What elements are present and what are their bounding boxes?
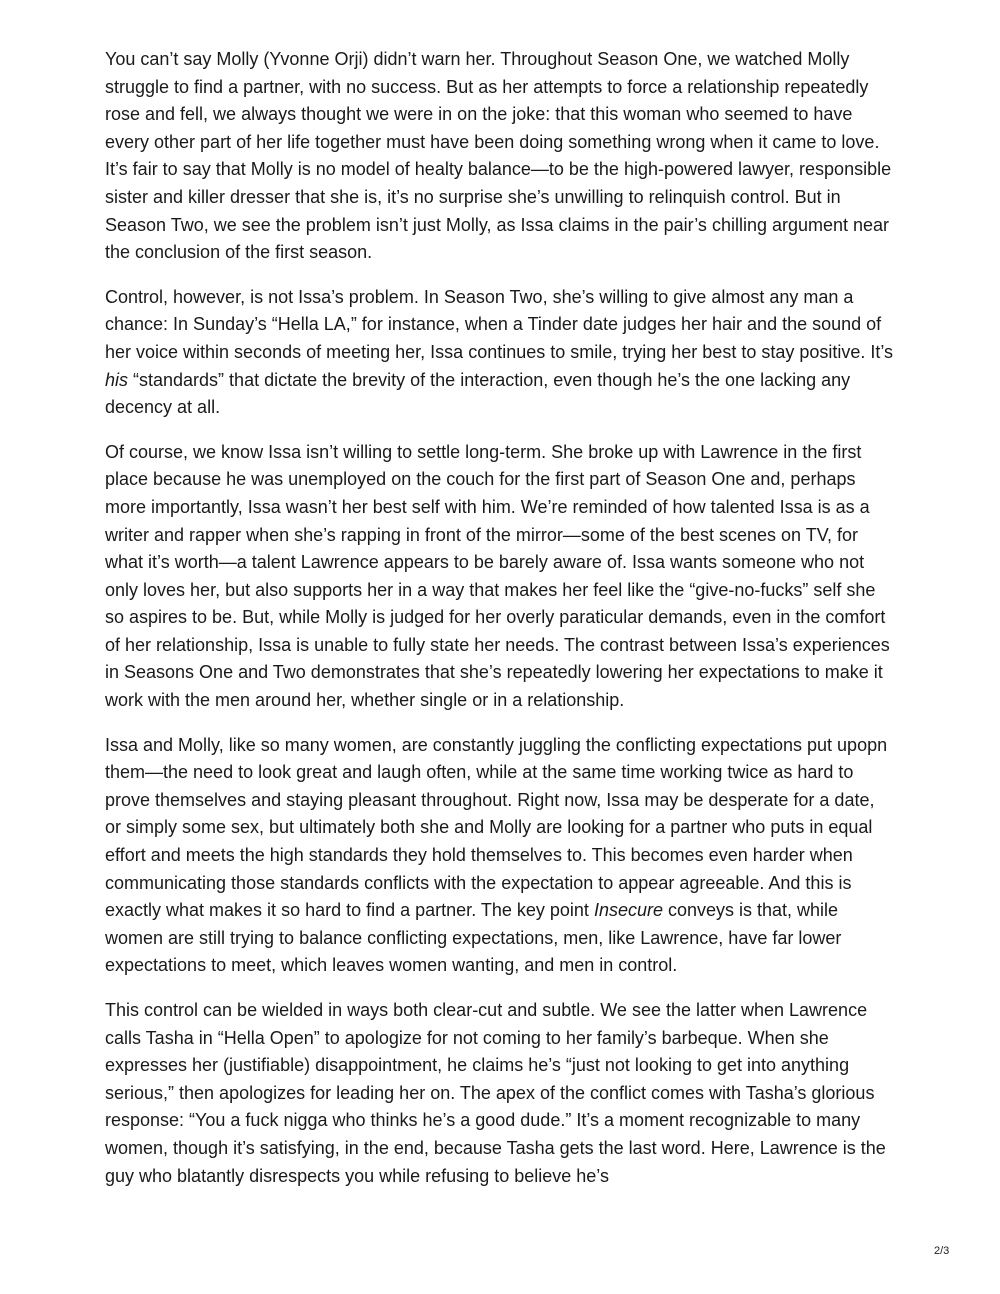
article-body (105, 46, 895, 1207)
paragraph-4 (105, 732, 895, 980)
paragraph-3: Of course, we know Issa isn’t willing to settle long-term. She broke up with Lawrence in the first place because he was unemployed on the couch for the first part of Season One and, perhaps more importantly, Issa wasn’t her best self with him. We’re reminded of how talented Issa is as a writer and rapper when she’s rapping in front of the mirror—some of the best scenes on TV, for what it’s worth—a talent Lawrence appears to be barely aware of. Issa wants someone who not only loves her, but also supports her in a way that makes her feel like the “give-no-fucks” self she so aspires to be. But, while Molly is judged for her overly paraticular demands, even in the comfort of her relationship, Issa is unable to fully state her needs. The contrast between Issa’s experiences in Seasons One and Two demonstrates that she’s repeatedly lowering her expectations to make it work with the men around her, whether single or in a relationship. (105, 441, 890, 711)
paragraph-2-text-a: Control, however, is not Issa’s problem. In Season Two, she’s willing to give almost any man a chance: In Sunday’s “Hella LA,” for instance, when a Tinder date judges her hair and the sound of her voice within seconds of meeting her, Issa continues to smile, trying her best to stay positive. It’s (105, 286, 894, 362)
paragraph-5: This control can be wielded in ways both clear-cut and subtle. We see the latter when Lawrence calls Tasha in “Hella Open” to apologize for not coming to her family’s barbeque. When she expresses her (justifiable) disappointment, he claims he’s “just not looking to get into anything serious,” then apologizes for leading her on. The apex of the conflict comes with Tasha’s glorious response: “You a fuck nigga who thinks he’s a good dude.” It’s a moment recognizable to many women, though it’s satisfying, in the end, because Tasha gets the last word. Here, Lawrence is the guy who blatantly disrespects you while refusing to believe he’s (105, 1000, 886, 1186)
paragraph-2-emphasis: his (105, 369, 129, 390)
paragraph-1: You can’t say Molly (Yvonne Orji) didn’t warn her. Throughout Season One, we watched Molly struggle to find a partner, with no success. But as her attempts to force a relationship repeatedly rose and fell, we always thought we were in on the joke: that this woman who seemed to have every other part of her life together must have been doing something wrong when it came to love. It’s fair to say that Molly is no model of healty balance—to be the high-powered lawyer, responsible sister and killer dresser that she is, it’s no surprise she’s unwilling to relinquish control. But in Season Two, we see the problem isn’t just Molly, as Issa claims in the pair’s chilling argument near the conclusion of the first season. (105, 49, 892, 263)
paragraph-4-text-b: conveys is that, while women are still trying to balance conflicting expectations, men, like Lawrence, have far lower expectations to meet, which leaves women wanting, and men in control. (105, 900, 842, 976)
page-number: 2/3 (934, 1245, 950, 1257)
paragraph-4-text-a: Issa and Molly, like so many women, are constantly juggling the conflicting expectations put upopn them—the need to look great and laugh often, while at the same time working twice as hard to prove themselves and staying pleasant throughout. Right now, Issa may be desperate for a date, or simply some sex, but ultimately both she and Molly are looking for a partner who puts in equal effort and meets the high standards they hold themselves to. This becomes even harder when communicating those standards conflicts with the expectation to appear agreeable. And this is exactly what makes it so hard to find a partner. The key point (105, 734, 888, 921)
paragraph-2-text-b: “standards” that dictate the brevity of the interaction, even though he’s the one lacking any decency at all. (105, 369, 851, 418)
paragraph-4-emphasis: Insecure (593, 900, 663, 921)
paragraph-2 (105, 284, 895, 422)
